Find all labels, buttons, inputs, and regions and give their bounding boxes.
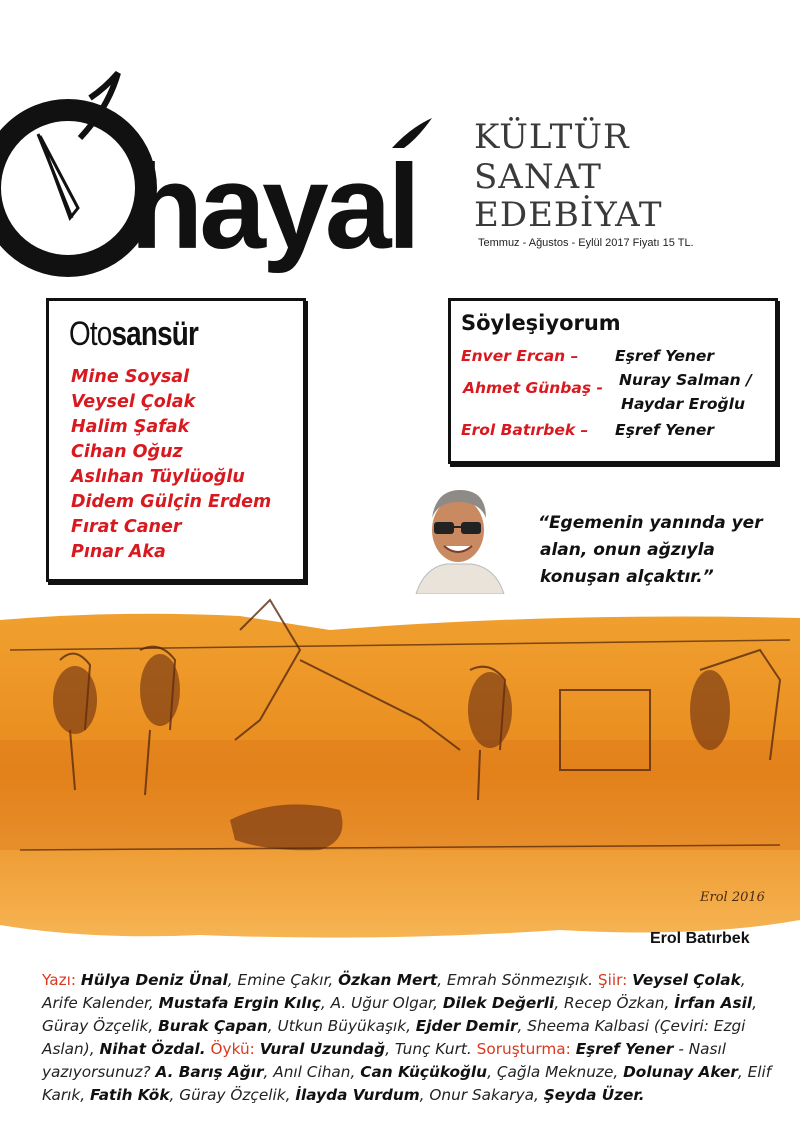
otosansur-name: Halim Şafak [71,417,190,437]
contributors-list: Yazı: Hülya Deniz Ünal, Emine Çakır, Özkan Mert, Emrah Sönmezışık. Şiir: Veysel Çolak, Arife Kalender, Mustafa Ergin Kılıç, A. Uğur Olgar, Dilek Değerli, Recep Özkan, İrfan Asil, Güray Özçelik, Burak Çapan, Utkun Büyükaşık, Ejder Demir, Sheema Kalbasi (Çeviri: Ezgi Aslan), Nihat Özdal. Öykü: Vural Uzundağ, Tunç Kurt. Soruşturma: Eşref Yener - Nasıl yazıyorsunuz? A. Barış Ağır, Anıl Cihan, Can Küçükoğlu, Çağla Meknuze, Dolunay Aker, Elif Karık, Fatih Kök, Güray Özçelik, İlayda Vurdum, Onur Sakarya, Şeyda Üzer. [42,971,772,1104]
section-label-oyku: Öykü: [210,1040,255,1058]
interviewer: Enver Ercan – [461,347,579,365]
logo-wordmark: hayal [130,140,417,274]
masthead-kultur: KÜLTÜR [474,117,630,157]
author: Arife Kalender [42,994,149,1012]
interviewee: Eşref Yener [615,421,715,439]
author: Tunç Kurt. [394,1040,472,1058]
otosansur-name: Aslıhan Tüylüoğlu [71,467,245,487]
survey-question: - Nasıl yazıyorsunuz? [42,1040,726,1081]
author: Özkan Mert [338,971,438,989]
author: Dilek Değerli [442,994,555,1012]
interviewer: Ahmet Günbaş - [463,379,603,397]
author: Vural Uzundağ [259,1040,386,1058]
interviewee: Haydar Eroğlu [621,395,745,413]
issue-line: Temmuz - Ağustos - Eylül 2017 Fiyatı 15 TL. [478,237,694,249]
author: A. Uğur Olgar [330,994,434,1012]
author: Recep Özkan [564,994,665,1012]
author: Eşref Yener [575,1040,674,1058]
author: İlayda Vurdum [295,1086,420,1104]
painting-caption: Erol Batırbek [650,930,750,947]
author: Şeyda Üzer. [543,1086,645,1104]
section-label-sorusturma: Soruşturma: [476,1040,571,1058]
cover-painting [0,590,800,960]
author: Elif Karık [42,1063,772,1104]
author: Veysel Çolak [632,971,741,989]
interviewee: Eşref Yener [615,347,715,365]
otosansur-name: Veysel Çolak [71,392,196,412]
author: Güray Özçelik [42,1017,149,1035]
painting-signature: Erol 2016 [700,890,765,905]
author: Fatih Kök [90,1086,170,1104]
author: Çağla Meknuze [496,1063,614,1081]
quote-line: konuşan alçaktır.” [540,567,714,587]
author: Utkun Büyükaşık [277,1017,407,1035]
author: Emrah Sönmezışık. [446,971,594,989]
author: Hülya Deniz Ünal [80,971,228,989]
soylesiyorum-box [448,298,778,464]
author: Emine Çakır [237,971,329,989]
interviewer: Erol Batırbek – [461,421,589,439]
author: Dolunay Aker [623,1063,738,1081]
author: Nihat Özdal. [99,1040,206,1058]
author: Güray Özçelik [179,1086,286,1104]
otosansur-name: Fırat Caner [71,517,182,537]
masthead-edebiyat: EDEBİYAT [474,195,663,235]
otosansur-name: Pınar Aka [71,542,166,562]
author: A. Barış Ağır [155,1063,264,1081]
soylesiyorum-title: Söyleşiyorum [461,311,621,335]
otosansur-name: Didem Gülçin Erdem [71,492,272,512]
otosansur-name: Mine Soysal [71,367,190,387]
author: Burak Çapan [158,1017,268,1035]
author: Onur Sakarya [429,1086,535,1104]
otosansur-title-bold: sansür [111,315,198,353]
quote-line: alan, onun ağzıyla [540,540,715,560]
author: Anıl Cihan [273,1063,351,1081]
masthead-sanat: SANAT [474,157,602,197]
otosansur-name: Cihan Oğuz [71,442,183,462]
author: Ejder Demir [415,1017,518,1035]
quote-line: “Egemenin yanında yer [538,513,763,533]
section-label-yazi: Yazı: [42,971,77,989]
section-label-siir: Şiir: [597,971,628,989]
quote [538,510,788,591]
author: İrfan Asil [674,994,753,1012]
otosansur-title-light: Oto [69,315,112,353]
hayal-logo [0,68,450,298]
interviewee: Nuray Salman / [619,371,752,389]
otosansur-title [69,315,198,354]
author: Can Küçükoğlu [360,1063,488,1081]
otosansur-box [46,298,306,582]
author: Sheema Kalbasi (Çeviri: Ezgi Aslan) [42,1017,746,1058]
author: Mustafa Ergin Kılıç [158,994,321,1012]
portrait-photo [406,482,512,594]
